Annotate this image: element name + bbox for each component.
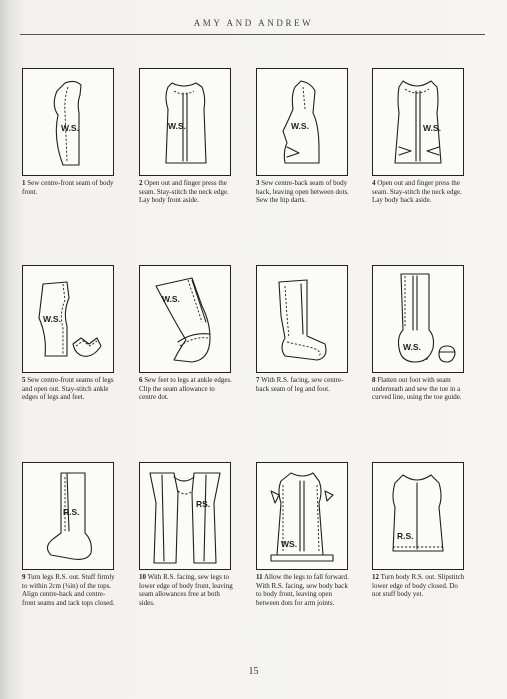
step-8-illustration	[372, 265, 464, 373]
step-4-label: W.S.	[423, 123, 441, 133]
step-11-label: WS.	[281, 539, 298, 549]
step-3	[256, 68, 348, 205]
step-2-text: Open out and finger press the seam. Stay-stitch the neck edge. Lay body front aside.	[139, 179, 229, 205]
step-9-label: R.S.	[63, 507, 80, 517]
step-10-illustration	[139, 462, 231, 570]
step-1	[22, 68, 114, 196]
step-6-illustration	[139, 265, 231, 373]
step-2-number: 2	[139, 179, 143, 187]
step-8-number: 8	[372, 376, 376, 384]
step-10-number: 10	[139, 573, 146, 581]
step-1-illustration	[22, 68, 114, 176]
step-8-label: W.S.	[403, 342, 421, 352]
running-header: AMY AND ANDREW	[193, 18, 314, 28]
step-6-text: Sew feet to legs at ankle edges. Clip the seam allowance to centre dot.	[139, 376, 232, 402]
step-5-number: 5	[22, 376, 26, 384]
step-10-caption	[139, 573, 233, 607]
step-7-illustration	[256, 265, 348, 373]
step-10-text: With R.S. facing, sew legs to lower edge of body front, leaving seam allowances free at both sides.	[139, 573, 233, 607]
step-4-text: Open out and finger press the seam. Stay-stitch the neck edge. Lay body back aside.	[372, 179, 462, 205]
step-11-caption	[256, 573, 350, 607]
step-3-number: 3	[256, 179, 260, 187]
step-8	[372, 265, 464, 402]
step-12-illustration	[372, 462, 464, 570]
step-2	[139, 68, 231, 205]
step-6-caption	[139, 376, 233, 402]
step-3-caption	[256, 179, 350, 205]
step-1-number: 1	[22, 179, 26, 187]
step-11-text: Allow the legs to fall forward. With R.S. facing, sew body back to body front, leaving open between dots for arm joints.	[256, 573, 349, 607]
step-9-text: Turn legs R.S. out. Stuff firmly to within 2cm (¾in) of the tops. Align centre-back and centre-front seams and tack tops closed.	[22, 573, 115, 607]
step-7-number: 7	[256, 376, 260, 384]
step-2-caption	[139, 179, 233, 205]
step-3-text: Sew centre-back seam of body back, leaving open between dots. Sew the hip darts.	[256, 179, 349, 205]
step-12-label: R.S.	[397, 531, 414, 541]
step-12-number: 12	[372, 573, 379, 581]
step-9-caption	[22, 573, 116, 607]
step-7-caption	[256, 376, 350, 393]
step-1-text: Sew centre-front seam of body front.	[22, 179, 114, 196]
step-6	[139, 265, 231, 402]
step-12	[372, 462, 464, 599]
step-7-text: With R.S. facing, sew centre-back seam of leg and foot.	[256, 376, 344, 393]
step-12-caption	[372, 573, 466, 599]
step-4-illustration	[372, 68, 464, 176]
step-6-number: 6	[139, 376, 143, 384]
step-4-caption	[372, 179, 466, 205]
step-5-label: W.S.	[43, 314, 61, 324]
page-number: 15	[248, 666, 259, 677]
step-3-label: W.S.	[291, 121, 309, 131]
step-8-text: Flatten out foot with seam underneath and sew the toe in a curved line, using the toe guide.	[372, 376, 462, 402]
step-5-caption	[22, 376, 116, 402]
step-9-illustration	[22, 462, 114, 570]
step-9-number: 9	[22, 573, 26, 581]
step-6-label: W.S.	[162, 294, 180, 304]
step-11-illustration	[256, 462, 348, 570]
step-5-text: Sew centre-front seams of legs and open out. Stay-stitch ankle edges of legs and feet.	[22, 376, 114, 402]
step-11	[256, 462, 348, 607]
step-2-label: W.S.	[168, 121, 186, 131]
step-11-number: 11	[256, 573, 263, 581]
step-1-label: W.S.	[61, 123, 79, 133]
step-4	[372, 68, 464, 205]
step-12-text: Turn body R.S. out. Slipstitch lower edge of body closed. Do not stuff body yet.	[372, 573, 465, 599]
step-10-label: RS.	[196, 499, 211, 509]
step-4-number: 4	[372, 179, 376, 187]
step-5	[22, 265, 114, 402]
step-7	[256, 265, 348, 393]
step-1-caption	[22, 179, 116, 196]
step-10	[139, 462, 231, 607]
step-5-illustration	[22, 265, 114, 373]
step-9	[22, 462, 114, 607]
step-3-illustration	[256, 68, 348, 176]
header-rule	[20, 34, 485, 35]
step-2-illustration	[139, 68, 231, 176]
step-8-caption	[372, 376, 466, 402]
